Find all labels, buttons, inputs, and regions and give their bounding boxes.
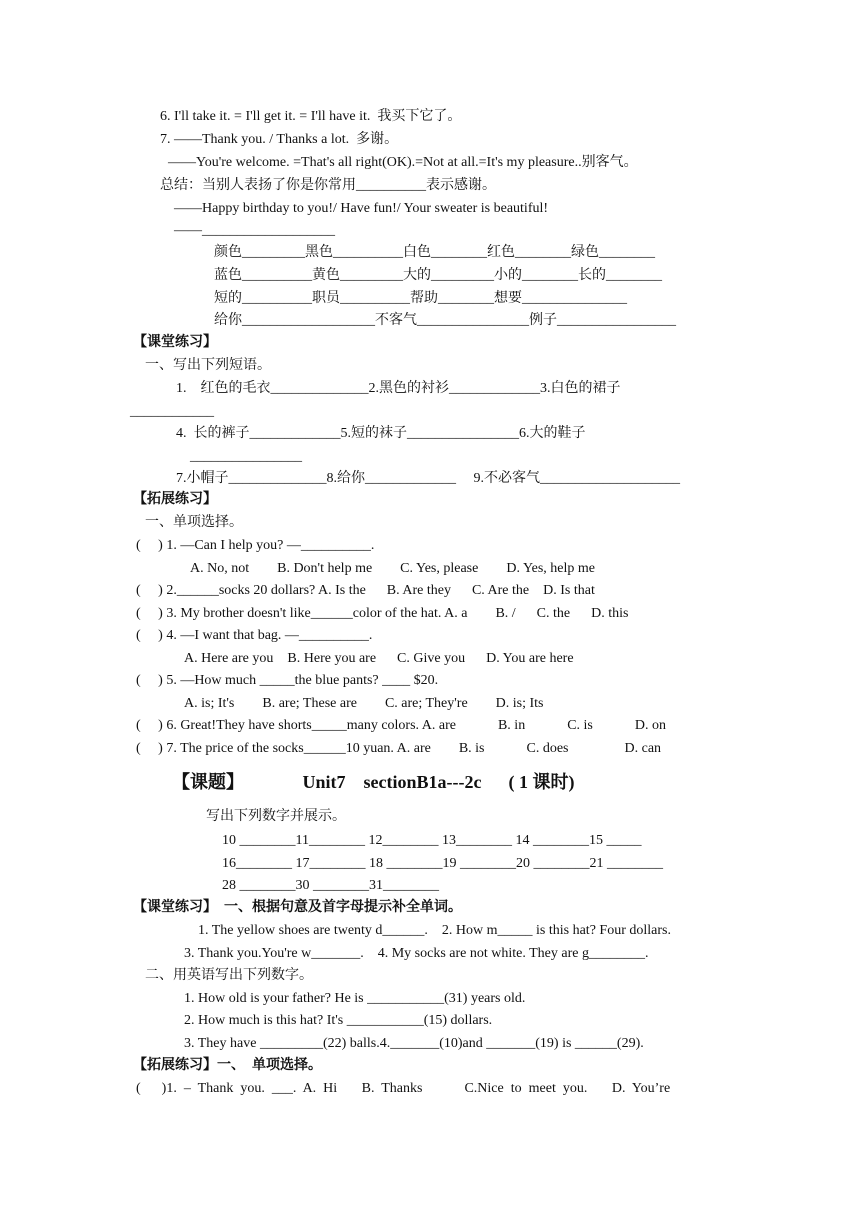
text-line: ________________ xyxy=(190,449,302,464)
question-line: ( ) 4. —I want that bag. —__________. xyxy=(136,628,373,643)
question-line: ( ) 5. —How much _____the blue pants? ____ $20. xyxy=(136,673,439,688)
text-line: 短的__________职员__________帮助________想要_______________ xyxy=(214,291,627,306)
text-line: 6. I'll take it. = I'll get it. = I'll have it. 我买下它了。 xyxy=(160,109,462,124)
text-line: 给你___________________不客气________________例子_________________ xyxy=(214,313,676,328)
text-line: 10 ________11________ 12________ 13________ 14 ________15 _____ xyxy=(222,833,642,848)
text-line: 16________ 17________ 18 ________19 ________20 ________21 ________ xyxy=(222,856,663,871)
option-line: A. Here are you B. Here you are C. Give you D. You are here xyxy=(184,651,574,666)
text-line: 1. The yellow shoes are twenty d______. 2. How m_____ is this hat? Four dollars. xyxy=(198,923,671,938)
option-line: A. No, not B. Don't help me C. Yes, please D. Yes, help me xyxy=(190,561,596,576)
question-line: ( )1. – Thank you. ___. A. Hi B. Thanks C.Nice to meet you. D. You’re xyxy=(136,1081,671,1096)
text-line: 1. How old is your father? He is ___________(31) years old. xyxy=(184,991,526,1006)
text-line: 4. 长的裤子_____________5.短的袜子________________6.大的鞋子 xyxy=(176,426,586,441)
text-line: 总结：当别人表扬了你是你常用__________表示感谢。 xyxy=(160,178,496,193)
text-line: 蓝色__________黄色_________大的_________小的________长的________ xyxy=(214,268,662,283)
option-line: A. is; It's B. are; These are C. are; They're D. is; Its xyxy=(184,696,544,711)
text-line: 一、单项选择。 xyxy=(145,515,243,530)
question-line: ( ) 6. Great!They have shorts_____many colors. A. are B. in C. is D. on xyxy=(136,718,666,733)
text-line: ____________ xyxy=(130,404,214,419)
question-line: ( ) 1. —Can I help you? —__________. xyxy=(136,538,375,553)
text-line: ——Happy birthday to you!/ Have fun!/ Your sweater is beautiful! xyxy=(174,201,549,216)
text-line: 2. How much is this hat? It's ___________(15) dollars. xyxy=(184,1013,493,1028)
text-line: 颜色_________黑色__________白色________红色________绿色________ xyxy=(214,245,655,260)
text-line: 写出下列数字并展示。 xyxy=(206,809,346,824)
text-line: 7.小帽子______________8.给你_____________ 9.不必客气____________________ xyxy=(176,471,680,486)
text-line: ——You're welcome. =That's all right(OK).=Not at all.=It's my pleasure..别客气。 xyxy=(168,155,638,170)
text-line: 二、用英语写出下列数字。 xyxy=(145,968,313,983)
section-heading: 【拓展练习】 xyxy=(133,492,217,507)
question-line: ( ) 3. My brother doesn't like______color of the hat. A. a B. / C. the D. this xyxy=(136,606,629,621)
section-heading: 【课堂练习】 一、根据句意及首字母提示补全单词。 xyxy=(133,900,462,915)
text-line: 3. Thank you.You're w_______. 4. My socks are not white. They are g________. xyxy=(184,946,649,961)
text-line: 一、写出下列短语。 xyxy=(145,358,271,373)
text-line: 3. They have _________(22) balls.4._______(10)and _______(19) is ______(29). xyxy=(184,1036,644,1051)
section-heading: 【拓展练习】一、 单项选择。 xyxy=(133,1058,322,1073)
text-line: 28 ________30 ________31________ xyxy=(222,878,439,893)
lesson-title: 【课题】 Unit7 sectionB1a---2c ( 1 课时) xyxy=(172,772,575,792)
text-line: 1. 红色的毛衣______________2.黑色的衬衫_____________3.白色的裙子 xyxy=(176,381,621,396)
question-line: ( ) 2.______socks 20 dollars? A. Is the B. Are they C. Are the D. Is that xyxy=(136,583,595,598)
section-heading: 【课堂练习】 xyxy=(133,335,217,350)
question-line: ( ) 7. The price of the socks______10 yuan. A. are B. is C. does D. can xyxy=(136,741,662,756)
text-line: 7. ——Thank you. / Thanks a lot. 多谢。 xyxy=(160,132,399,147)
text-line: ——___________________ xyxy=(174,223,335,238)
